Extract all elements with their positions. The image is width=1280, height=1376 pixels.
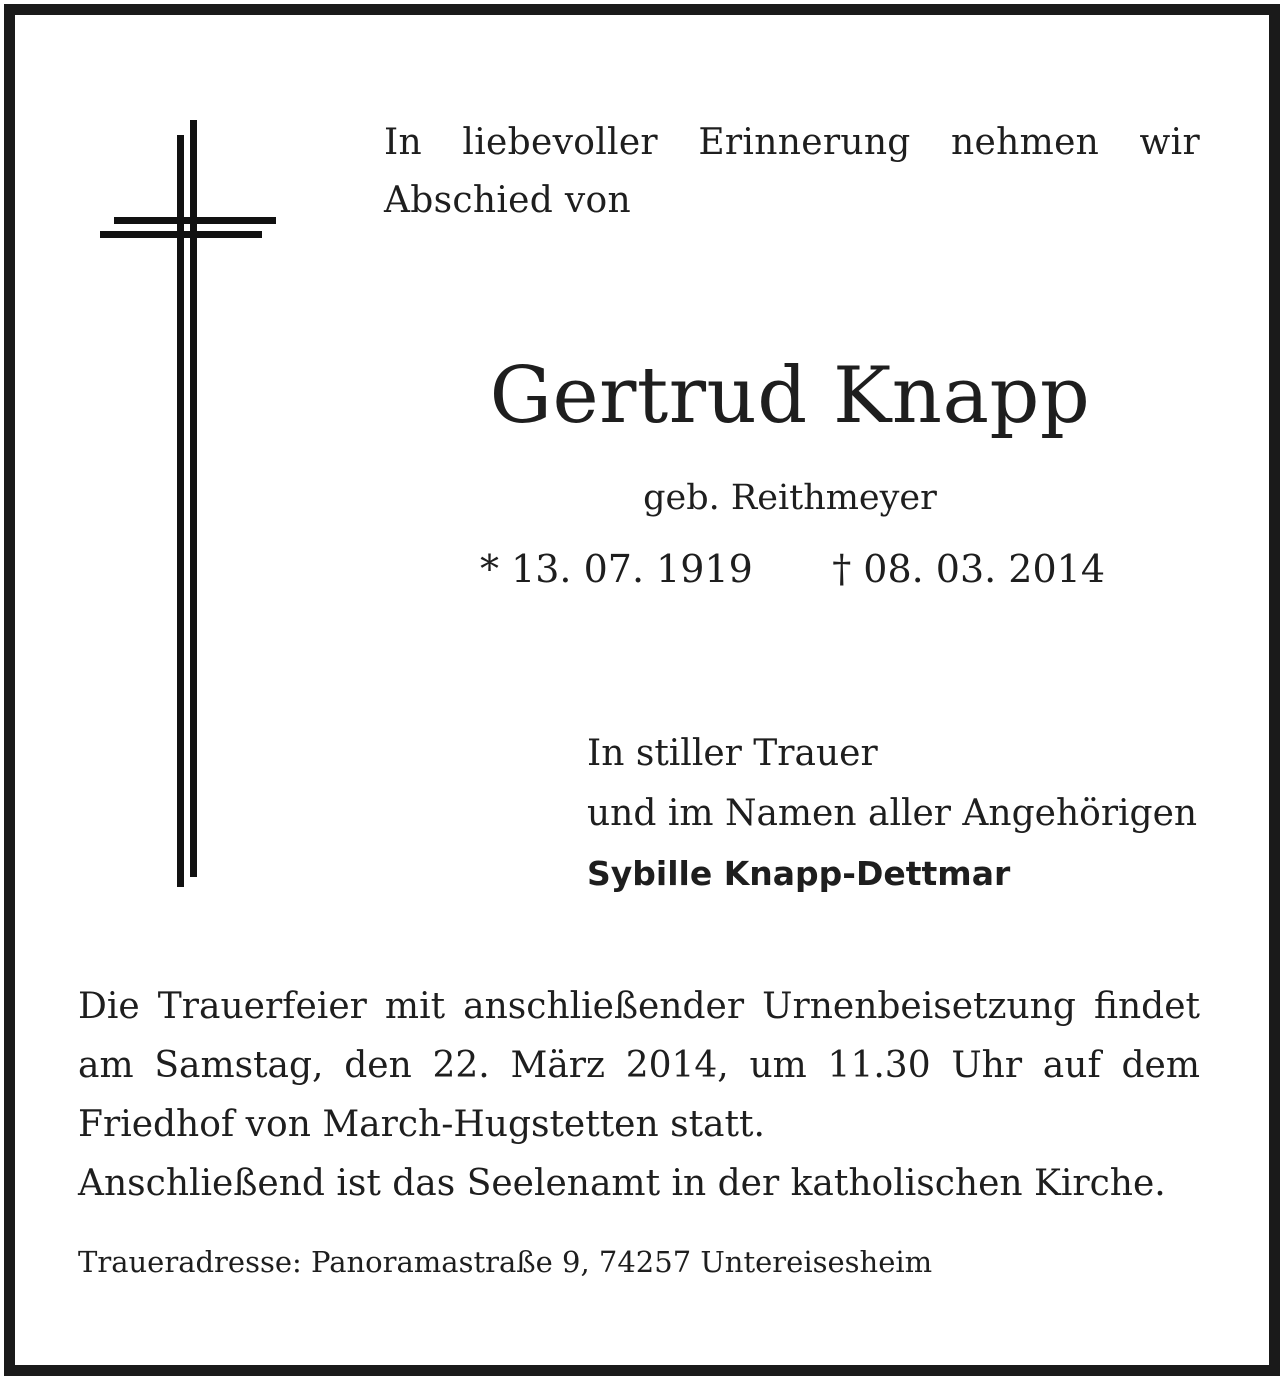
service-line-1: Die Trauerfeier mit anschließender Urnenbeisetzung findet [78, 986, 1200, 1027]
life-dates [480, 546, 1105, 592]
cross-vertical-line-left [177, 135, 184, 887]
mourning-address: Traueradresse: Panoramastraße 9, 74257 Untereisesheim [78, 1245, 933, 1279]
maiden-name: geb. Reithmeyer [643, 478, 937, 518]
mourners-block [587, 724, 1207, 904]
mourners-line-2: und im Namen aller Angehörigen [587, 793, 1198, 834]
deceased-name: Gertrud Knapp [489, 351, 1091, 441]
intro-line-1: In liebevoller Erinnerung nehmen wir [384, 122, 1200, 163]
cross-horizontal-line-upper [114, 217, 276, 224]
birth-date: * 13. 07. 1919 [480, 547, 753, 591]
service-line-2: am Samstag, den 22. März 2014, um 11.30 Uhr auf dem [78, 1045, 1200, 1086]
service-announcement [78, 977, 1200, 1213]
death-date: † 08. 03. 2014 [832, 547, 1105, 591]
signer-name: Sybille Knapp-Dettmar [587, 854, 1011, 893]
service-line-3: Friedhof von March-Hugstetten statt. [78, 1104, 765, 1145]
intro-line-2: Abschied von [384, 180, 631, 221]
cross-horizontal-line-lower [100, 231, 262, 238]
cross-icon [100, 120, 278, 892]
intro-text [384, 114, 1200, 230]
service-line-4: Anschließend ist das Seelenamt in der katholischen Kirche. [78, 1163, 1166, 1204]
mourners-line-1: In stiller Trauer [587, 733, 878, 774]
